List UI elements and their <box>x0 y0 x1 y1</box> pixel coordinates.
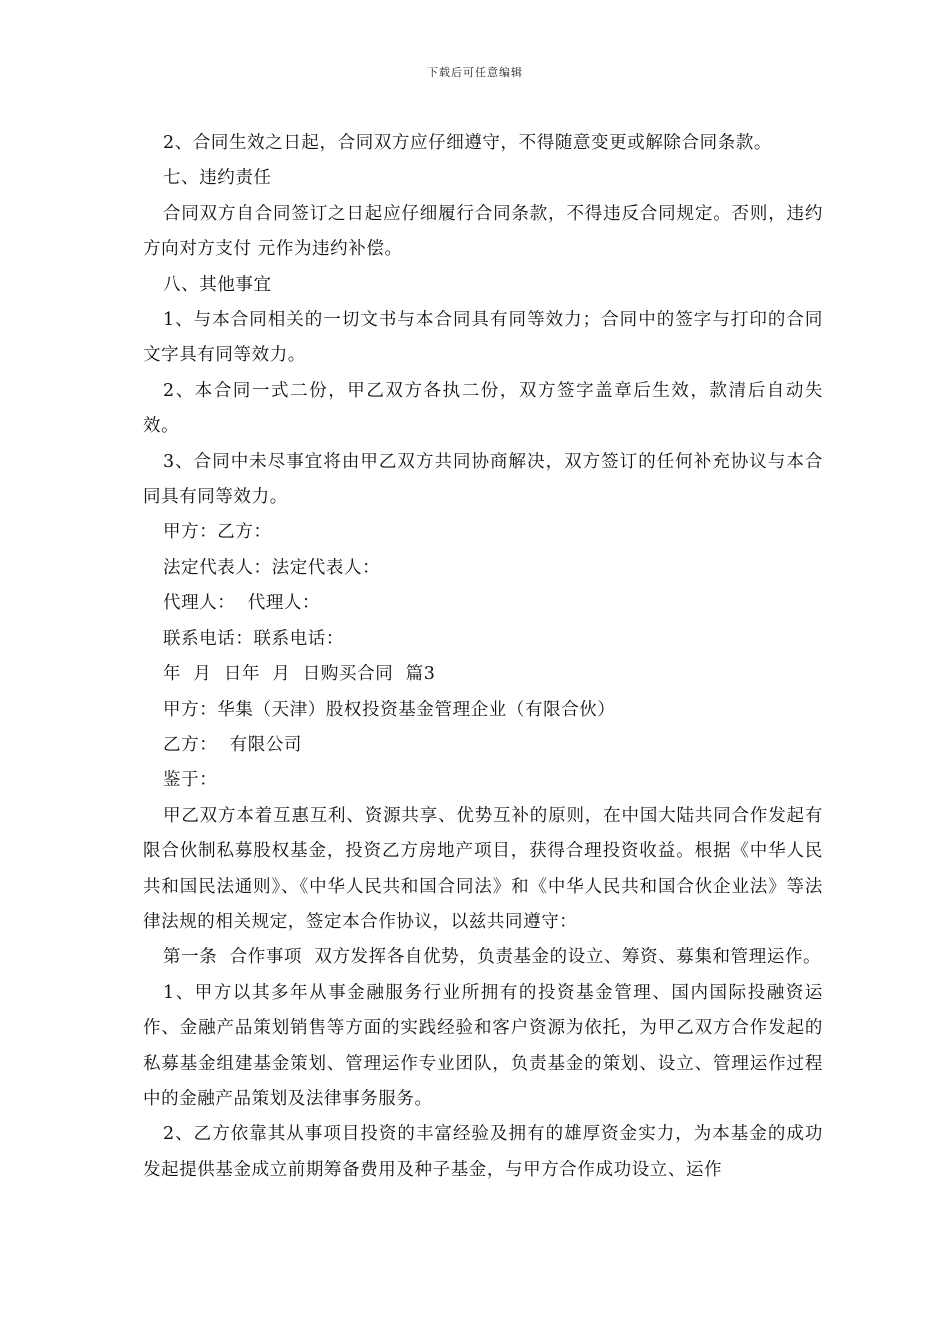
article-heading: 第一条 合作事项 双方发挥各自优势，负责基金的设立、筹资、募集和管理运作。 <box>163 947 822 968</box>
signature-line: 代理人： 代理人： <box>163 593 321 614</box>
paragraph: 1、甲方以其多年从事金融服务行业所拥有的投资基金管理、国内国际投融资运作、金融产品策划销售等方面的实践经验和客户资源为依托，为甲乙双方合作发起的私募基金组建基金策划、管理运作专业团队，负责基金的策划、设立、管理运作过程中的金融产品策划及法律事务服务。 <box>143 982 823 1109</box>
paragraph: 3、合同中未尽事宜将由甲乙双方共同协商解决，双方签订的任何补充协议与本合同具有同等效力。 <box>143 451 823 508</box>
page-header: 下载后可任意编辑 <box>427 66 523 79</box>
paragraph: 合同双方自合同签订之日起应仔细履行合同条款，不得违反合同规定。否则，违约方向对方支付 元作为违约补偿。 <box>143 203 823 260</box>
signature-line: 联系电话：联系电话： <box>163 628 344 649</box>
whereas-line: 鉴于： <box>163 770 218 791</box>
party-b-line: 乙方： 有限公司 <box>163 734 303 755</box>
paragraph: 2、本合同一式二份，甲乙双方各执二份，双方签字盖章后生效，款清后自动失效。 <box>143 380 823 437</box>
date-line: 年 月 日年 月 日购买合同 篇3 <box>163 664 436 685</box>
paragraph: 2、乙方依靠其从事项目投资的丰富经验及拥有的雄厚资金实力，为本基金的成功发起提供基金成立前期筹备费用及种子基金，与甲方合作成功设立、运作 <box>143 1124 823 1180</box>
signature-line: 法定代表人：法定代表人： <box>163 557 381 578</box>
section-heading: 八、其他事宜 <box>163 274 272 295</box>
document-body <box>143 126 823 1188</box>
section-heading: 七、违约责任 <box>163 168 272 189</box>
paragraph: 甲乙双方本着互惠互利、资源共享、优势互补的原则，在中国大陆共同合作发起有限合伙制私募股权基金，投资乙方房地产项目，获得合理投资收益。根据《中华人民共和国民法通则》、《中华人民共和国合同法》和《中华人民共和国合伙企业法》等法律法规的相关规定，签定本合作协议，以兹共同遵守： <box>143 805 823 932</box>
signature-line: 甲方：乙方： <box>163 522 272 543</box>
paragraph: 1、与本合同相关的一切文书与本合同具有同等效力；合同中的签字与打印的合同文字具有同等效力。 <box>143 310 823 366</box>
party-a-line: 甲方：华集（天津）股权投资基金管理企业（有限合伙） <box>163 699 616 720</box>
paragraph: 2、合同生效之日起，合同双方应仔细遵守，不得随意变更或解除合同条款。 <box>163 133 773 153</box>
